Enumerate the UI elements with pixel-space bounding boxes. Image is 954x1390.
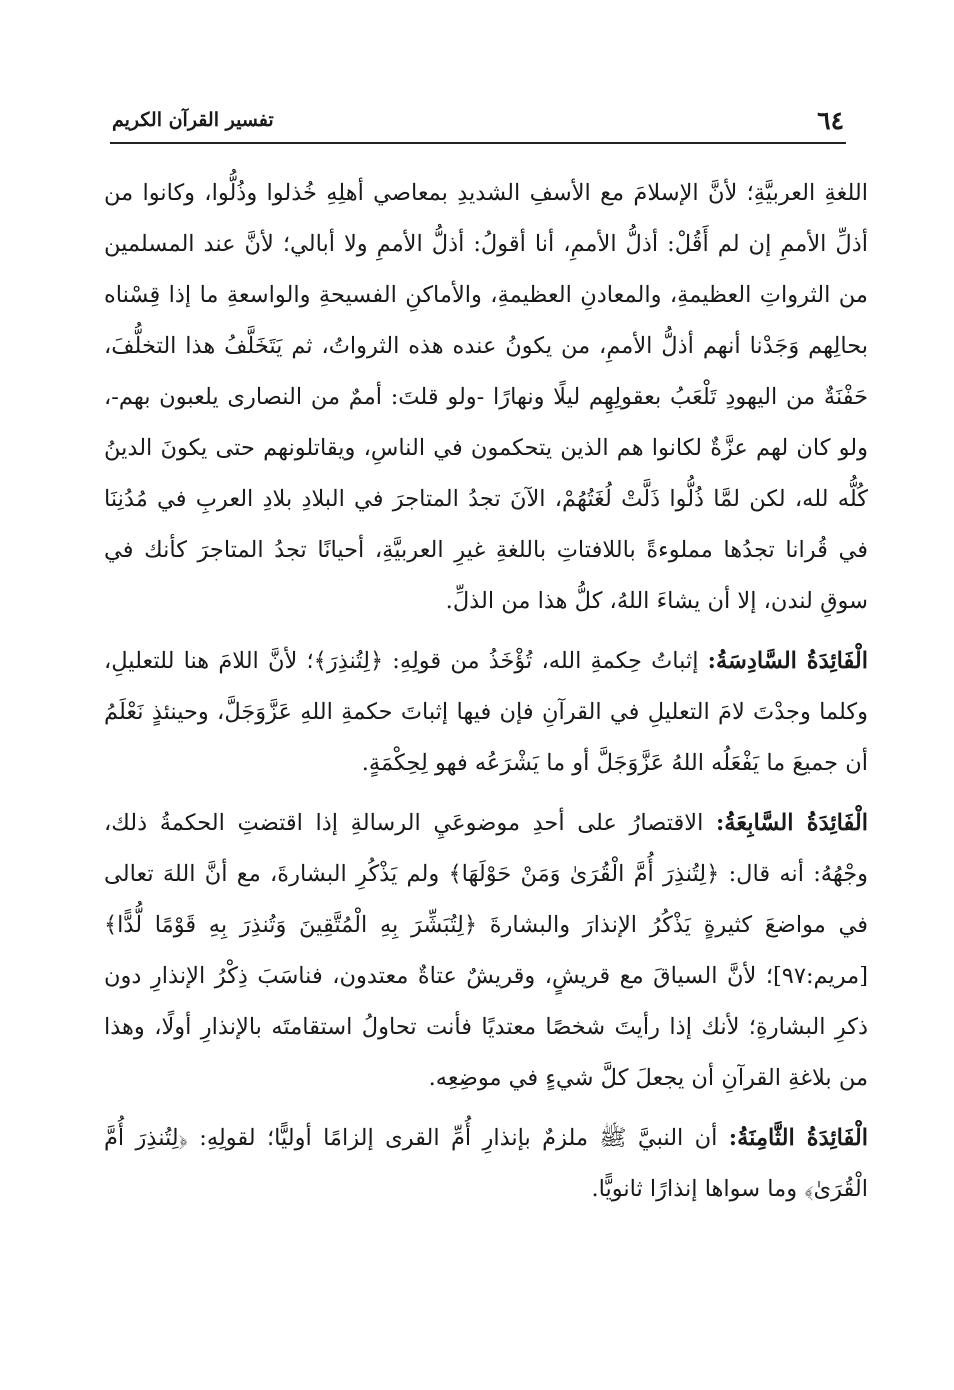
page-header: [112, 100, 844, 140]
paragraph-text: أن النبيَّ ﷺ ملزمٌ بإنذارِ أُمِّ القرى إلزامًا أوليًّا؛ لقولِهِ: ﴿لِتُنذِرَ أُمَّ الْقُرَىٰ﴾ وما سواها إنذارًا ثانويًّا.: [104, 1125, 868, 1202]
paragraph-benefit-eight: [104, 1113, 868, 1215]
paragraph-benefit-six: [104, 636, 868, 789]
page-number: ٦٤: [817, 105, 844, 135]
paragraph-continuation: [104, 168, 868, 627]
header-rule: [110, 142, 846, 144]
page-body: [104, 168, 868, 1224]
running-title: تفسير القرآن الكريم: [112, 109, 274, 131]
paragraph-text: إثباتُ حِكمةِ الله، تُؤْخَذُ من قولِهِ: ﴿لِتُنذِرَ﴾؛ لأنَّ اللامَ هنا للتعليلِ، وكلما وجدْتَ لامَ التعليلِ في القرآنِ فإن فيها إثباتَ حكمةِ اللهِ عَزَّوَجَلَّ، وحينئذٍ نَعْلَمُ أن جميعَ ما يَفْعَلُه اللهُ عَزَّوَجَلَّ أو ما يَشْرَعُه فهو لِحِكْمَةٍ.: [104, 648, 868, 776]
paragraph-benefit-seven: [104, 798, 868, 1104]
paragraph-heading: الْفَائِدَةُ الثَّامِنَةُ:: [728, 1125, 868, 1151]
paragraph-heading: الْفَائِدَةُ السَّابِعَةُ:: [715, 810, 868, 836]
paragraph-text: الاقتصارُ على أحدِ موضوعَيِ الرسالةِ إذا اقتضتِ الحكمةُ ذلك، وجْهُهُ: أنه قال: ﴿لِتُنذِرَ أُمَّ الْقُرَىٰ وَمَنْ حَوْلَهَا﴾ ولم يَذْكُرِ البشارةَ، مع أنَّ اللهَ تعالى في مواضعَ كثيرةٍ يَذْكُرُ الإنذارَ والبشارةَ ﴿لِتُبَشِّرَ بِهِ الْمُتَّقِينَ وَتُنذِرَ بِهِ قَوْمًا لُّدًّا﴾ [مريم:٩٧]؛ لأنَّ السياقَ مع قريشٍ، وقريشٌ عتاةٌ معتدون، فناسَبَ ذِكْرُ الإنذارِ دون ذكرِ البشارةِ؛ لأنك إذا رأيتَ شخصًا معتديًا فأنت تحاولُ استقامتَه بالإنذارِ أولًا، وهذا من بلاغةِ القرآنِ أن يجعلَ كلَّ شيءٍ في موضِعِه.: [104, 810, 868, 1091]
paragraph-heading: الْفَائِدَةُ السَّادِسَةُ:: [707, 648, 868, 674]
paragraph-text: اللغةِ العربيَّةِ؛ لأنَّ الإسلامَ مع الأسفِ الشديدِ بمعاصي أهلِهِ خُذلوا وذُلُّوا، وكانوا من أذلِّ الأممِ إن لم أَقُلْ: أذلُّ الأممِ، أنا أقولُ: أذلُّ الأممِ ولا أبالي؛ لأنَّ عند المسلمين من الثرواتِ العظيمةِ، والمعادنِ العظيمةِ، والأماكنِ الفسيحةِ والواسعةِ ما إذا قِسْناه بحالِهم وَجَدْنا أنهم أذلُّ الأممِ، من يكونُ عنده هذه الثرواتُ، ثم يَتَخَلَّفُ هذا التخلُّفَ، حَفْنَةٌ من اليهودِ تَلْعَبُ بعقولِهِم ليلًا ونهارًا -ولو قلتَ: أممٌ من النصارى يلعبون بهم-، ولو كان لهم عزَّةٌ لكانوا هم الذين يتحكمون في الناسِ، ويقاتلونهم حتى يكونَ الدينُ كُلُّه لله، لكن لمَّا ذُلُّوا ذَلَّتْ لُغَتُهُمْ، الآنَ تجدُ المتاجرَ في البلادِ بلادِ العربِ في مُدُنِنَا في قُرانا تجدُها مملوءةً باللافتاتِ باللغةِ غيرِ العربيَّةِ، أحيانًا تجدُ المتاجرَ كأنك في سوقِ لندن، إلا أن يشاءَ اللهُ، كلُّ هذا من الذلِّ.: [104, 180, 868, 614]
